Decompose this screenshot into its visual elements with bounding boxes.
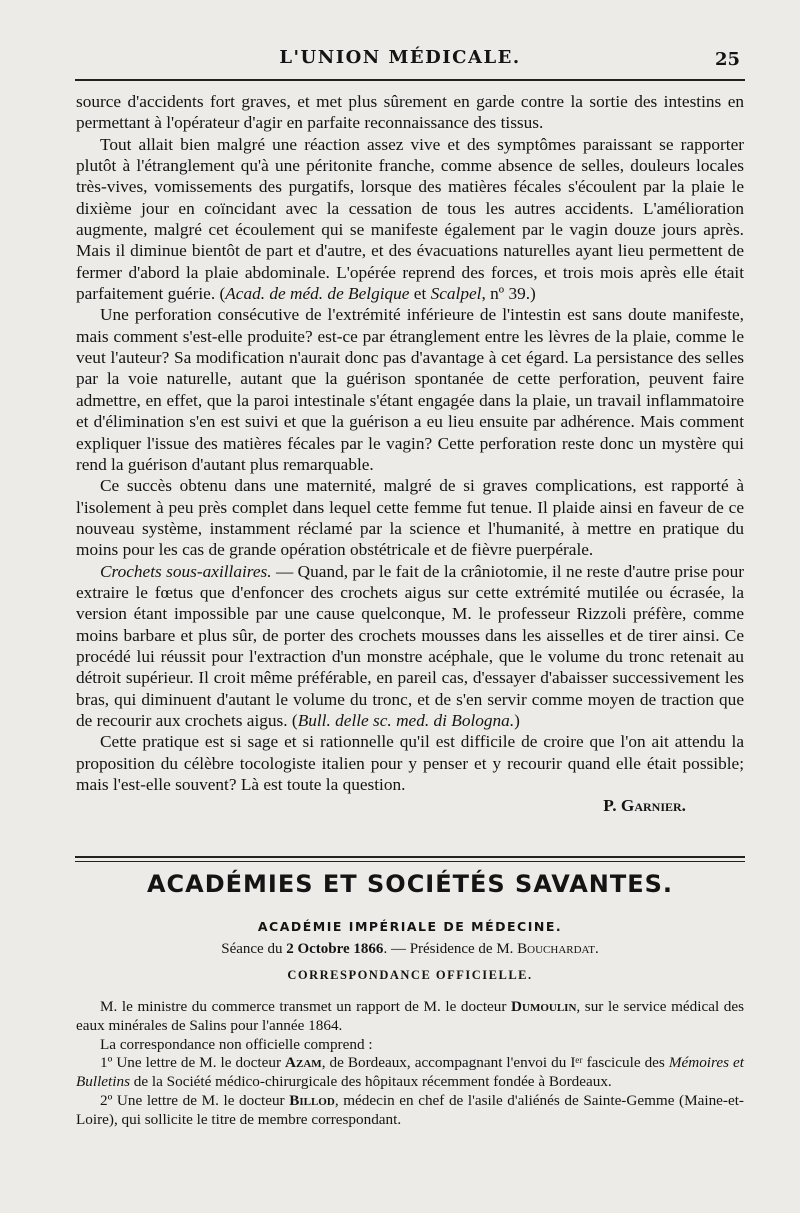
citation-number: , nº 39.) [481,284,536,304]
citation-close: ) [514,710,520,730]
session-label: Séance du [221,941,287,957]
correspondence-heading: CORRESPONDANCE OFFICIELLE. [287,968,533,982]
citation-joiner: et [409,284,431,304]
paragraph [76,561,744,732]
paragraph-text: M. le ministre du commerce transmet un rapport de M. le docteur [100,998,512,1015]
paragraph [76,998,744,1036]
page-number: 25 [715,49,741,70]
session-presidency: . — Présidence de M. [383,941,518,957]
paragraph: Cette pratique est si sage et si rationnelle qu'il est difficile de croire que l'on ait attendu la proposition du célèbre tocologiste italien pour y penser et y recourir quand elle était possible; mais l'est-elle souvent? Là est toute la question. [76,732,744,794]
citation: Scalpel [430,284,482,304]
paragraph-text: 1º Une lettre de M. le docteur [100,1054,286,1072]
paragraph-text: , médecin en chef de l'asile d'aliénés de Sainte-Gemme (Maine-et-Loire), qui sollicite le titre de membre correspondant. [76,1091,744,1128]
paragraph: Une perforation consécutive de l'extrémité inférieure de l'intestin est sans doute manifeste, mais comment s'est-elle produite? est-ce par étranglement entre les lèvres de la plaie, comme le veut l'auteur? Sa modification n'aurait donc pas d'avantage à cet égard. La persistance des selles par la voie naturelle, autant que la guérison spontanée de cette perforation, peuvent faire admettre, en effet, que la paroi intestinale s'étant engagée dans la plaie, un travail inflammatoire et d'élimination s'en est suivi et que la guérison a eu lieu ensuite par adhérence. Mais comment expliquer l'issue des matières fécales par le vagin? Cette perforation reste donc un mystère qui rend la guérison d'autant plus remarquable. [76,305,744,474]
author-signature: P. Garnier. [603,796,686,816]
correspondence-body [76,998,744,1130]
paragraph [76,1092,744,1130]
session-end: . [595,941,599,957]
paragraph [76,1054,744,1092]
person-name: Azam [285,1054,322,1072]
paragraph: Ce succès obtenu dans une maternité, malgré de si graves complications, est rapporté à l'isolement à peu près complet dans lequel cette femme fut tenue. Il plaide ainsi en faveur de ce nouveau système, instamment réclamé par la science et l'humanité, à mettre en pratique du moins pour les cas de grande opération obstétricale et de fièvre puerpérale. [76,476,744,560]
section-rule [75,856,745,862]
paragraph-text: de la Société médico-chirurgicale des hôpitaux récemment fondée à Bordeaux. [130,1073,612,1091]
paragraph: Tout allait bien malgré une réaction assez vive et des symptômes paraissant se rapporter plutôt à l'étranglement qu'à une péritonite franche, comme absence de selles, douleurs locales très-vives, vomissements des purgatifs, lorsque des matières fécales s'écoulent par la plaie le dixième jour en coïncidant avec la cessation de tous les autres accidents. L'amélioration augmente, malgré cet écoulement qui se manifeste également par le vagin douze jours après. Mais il diminue bientôt de part et d'autre, et des évacuations naturelles ayant lieu permettent de fermer d'abord la plaie abdominale. L'opérée reprend des forces, et trois mois après elle était parfaitement guérie. (Acad. de méd. de Belgique et Scalpel, nº 39.) [76,134,744,304]
paragraph-text: — Quand, par le fait de la crâniotomie, il ne reste d'autre prise pour extraire le fœtus que d'enfoncer des crochets aigus sur cette extrémité mutilée ou écrasée, la version étant impossible par une cause quelconque, M. le professeur Rizzoli préfère, comme moins barbare et plus sûr, de porter des crochets mousses dans les aisselles et de tirer ainsi. Ce procédé lui réussit pour l'extraction d'un monstre acéphale, que le volume du tronc retenait au détroit supérieur. Il croit même préférable, en pareil cas, d'essayer d'abaisser successivement les bras, qui diminuent d'autant le volume du tronc, et de s'en servir comme moyen de traction que de recourir aux crochets aigus. ( [76,561,744,730]
paragraph-text: Tout allait bien malgré une réaction assez vive et des symptômes paraissant se rapporter plutôt à l'étranglement qu'à une péritonite franche, comme absence de selles, douleurs locales très-vives, vomissements des purgatifs, lorsque des matières fécales s'écoulent par la plaie le dixième jour en coïncidant avec la cessation de tous les autres accidents. L'amélioration augmente, malgré cet écoulement qui se manifeste également par le vagin douze jours après. Mais il diminue bientôt de part et d'autre, et des évacuations naturelles ayant lieu permettent de fermer d'abord la plaie abdominale. L'opérée reprend des forces, et trois mois après elle était parfaitement guérie. [76,134,744,304]
paragraph-text: , sur le service médical des eaux minérales de Salins pour l'année 1864. [76,998,744,1034]
citation: Acad. de méd. de Belgique [225,284,410,304]
section-subtitle: ACADÉMIE IMPÉRIALE DE MÉDECINE. [257,919,563,934]
session-president: Bouchardat [517,941,595,957]
paragraph: La correspondance non officielle comprend : [100,1035,373,1053]
running-header-title: L'UNION MÉDICALE. [279,47,521,68]
paragraph-text: 2º Une lettre de M. le docteur [100,1091,290,1109]
paragraph: source d'accidents fort graves, et met plus sûrement en garde contre la sortie des intestins en permettant à l'opérateur d'agir en parfaite reconnaissance des tissus. [76,92,744,133]
paragraph-heading: Crochets sous-axillaires. [100,561,272,581]
person-name: Dumoulin [511,998,577,1015]
section-title: ACADÉMIES ET SOCIÉTÉS SAVANTES. [146,870,674,898]
person-name: Billod [289,1091,335,1109]
header-rule [75,79,745,81]
citation: Bull. delle sc. med. di Bologna. [297,710,515,730]
publication-title: Mémoires et Bulletins [76,1054,744,1091]
article-body [76,91,744,817]
session-line [76,941,744,958]
paragraph-text: , de Bordeaux, accompagnant l'envoi du Iᵉʳ fascicule des [321,1054,669,1072]
session-date: 2 Octobre 1866 [286,941,384,957]
